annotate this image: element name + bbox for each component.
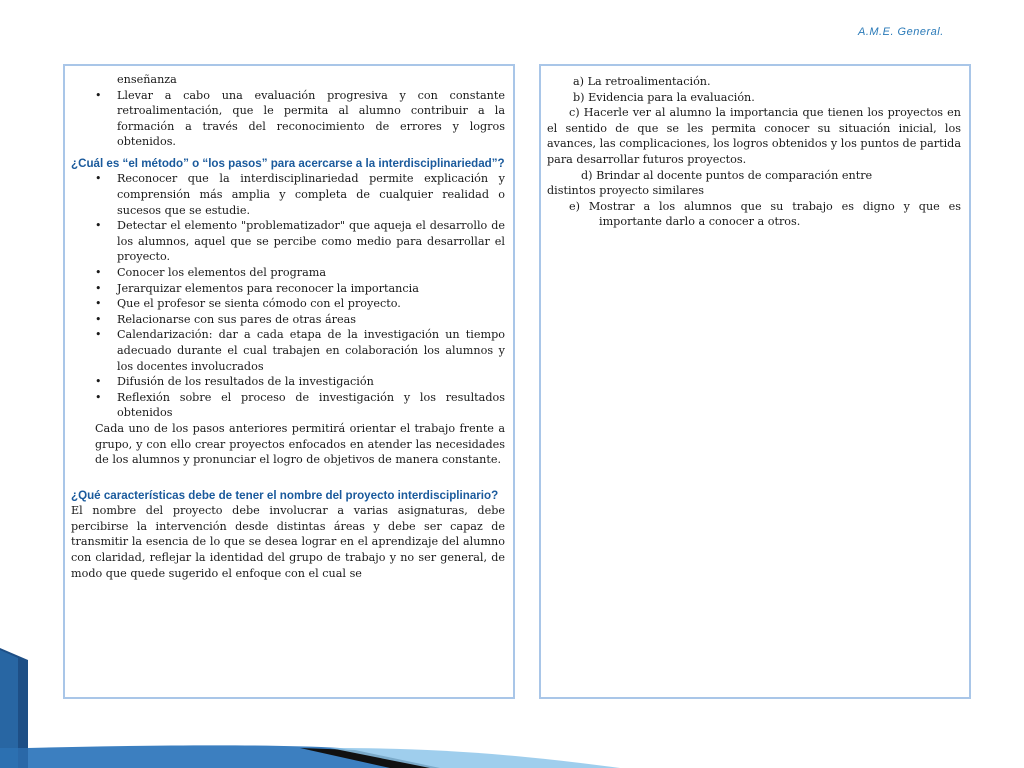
bullet-icon: • [95, 375, 102, 389]
bullet-icon: • [95, 172, 102, 186]
bullet-icon: • [95, 390, 102, 404]
continued-line: enseñanza [117, 73, 177, 86]
right-text-panel [539, 64, 971, 699]
item-d-line1: d) Brindar al docente puntos de comparación entre [581, 168, 873, 182]
list-item: • Llevar a cabo una evaluación progresiva y con constante retroalimentación, que le permita al alumno contribuir a la formación a través del reconocimiento de errores y logros obtenidos. [95, 88, 505, 149]
list-item: • Reconocer que la interdisciplinariedad permite explicación y comprensión más amplia y completa de cualquier realidad o sucesos que se estudie. [95, 172, 505, 217]
item-b: b) Evidencia para la evaluación. [573, 90, 755, 104]
bullet-icon: • [95, 219, 102, 233]
list-item: • Calendarización: dar a cada etapa de la investigación un tiempo adecuado durante el cual trabajen en colaboración los alumnos y los docentes involucrados [95, 328, 505, 373]
header-tag: A.M.E. General. [858, 26, 944, 38]
closing-paragraph: Cada uno de los pasos anteriores permitirá orientar el trabajo frente a grupo, y con ello crear proyectos enfocados en atender las necesidades de los alumnos y pronunciar el logro de objetivos de manera constante. [95, 421, 505, 467]
bullet-list-b [71, 171, 505, 421]
name-paragraph: El nombre del proyecto debe involucrar a varias asignaturas, debe percibirse la intervención desde distintas áreas y debe ser capaz de transmitir la esencia de lo que se desea lograr en el aprendizaje del alumno con claridad, reflejar la identidad del grupo de trabajo y no ser general, de modo que quede sugerido el enfoque con el cual se [71, 504, 505, 580]
bullet-icon: • [95, 312, 102, 326]
list-item: • Difusión de los resultados de la investigación [95, 375, 374, 389]
bullet-icon: • [95, 266, 102, 280]
bullet-list-a [71, 88, 505, 150]
list-item: • Detectar el elemento "problematizador" que aqueja el desarrollo de los alumnos, aquel que se percibe como medio para desarrollar el proyecto. [95, 219, 505, 264]
bullet-icon: • [95, 328, 102, 342]
bullet-icon: • [95, 297, 102, 311]
list-item: • Conocer los elementos del programa [95, 266, 327, 280]
item-a: a) La retroalimentación. [573, 75, 711, 88]
item-d-line2: distintos proyecto similares [547, 184, 704, 198]
list-item: • Reflexión sobre el proceso de investigación y los resultados obtenidos [95, 390, 505, 420]
bullet-icon: • [95, 281, 102, 295]
list-item: • Jerarquizar elementos para reconocer la importancia [95, 281, 419, 295]
item-c: c) Hacerle ver al alumno la importancia que tienen los proyectos en el sentido de que se les permita conocer su situación inicial, los avances, las complicaciones, los logros obtenidos y los puntos de partida para desarrollar futuros proyectos. [547, 106, 961, 166]
list-item: • Relacionarse con sus pares de otras áreas [95, 312, 357, 326]
section-heading-name: ¿Qué características debe de tener el nombre del proyecto interdisciplinario? [71, 488, 499, 502]
left-text-panel [63, 64, 515, 699]
bullet-icon: • [95, 88, 102, 102]
section-heading-method: ¿Cuál es “el método” o “los pasos” para acercarse a la interdisciplinariedad”? [71, 156, 505, 170]
list-item: • Que el profesor se sienta cómodo con el proyecto. [95, 297, 401, 311]
item-e: e) Mostrar a los alumnos que su trabajo es digno y que es importante darlo a conocer a otros. [569, 199, 961, 229]
